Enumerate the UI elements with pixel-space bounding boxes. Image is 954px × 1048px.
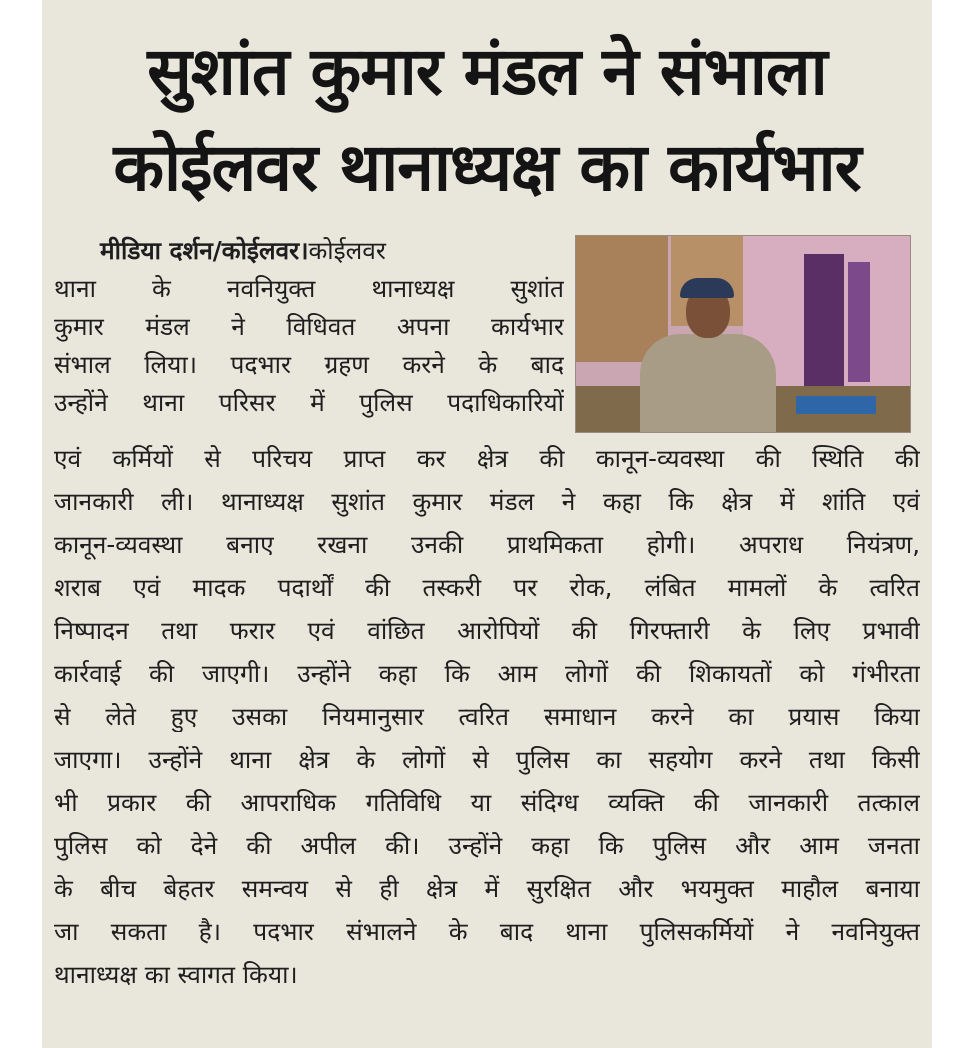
article-line: उन्होंने थाना परिसर में पुलिस पदाधिकारियों: [54, 388, 564, 417]
article-line: निष्पादन तथा फरार एवं वांछित आरोपियों की गिरफ्तारी के लिए प्रभावी: [54, 616, 920, 645]
article-line: कुमार मंडल ने विधिवत अपना कार्यभार: [54, 312, 564, 341]
article-line: एवं कर्मियों से परिचय प्राप्त कर क्षेत्र की कानून-व्यवस्था की स्थिति की: [54, 444, 920, 473]
article-line: जा सकता है। पदभार संभालने के बाद थाना पुलिसकर्मियों ने नवनियुक्त: [54, 917, 920, 946]
article-line: जाएगा। उन्होंने थाना क्षेत्र के लोगों से पुलिस का सहयोग करने तथा किसी: [54, 745, 920, 774]
curtain: [804, 254, 844, 404]
curtain: [848, 262, 870, 382]
article-line-text: कोईलवर: [308, 236, 386, 265]
article-line: थानाध्यक्ष का स्वागत किया।: [54, 960, 298, 989]
article-line: कार्रवाई की जाएगी। उन्होंने कहा कि आम लोगों की शिकायतों को गंभीरता: [54, 659, 920, 688]
article-line: थाना के नवनियुक्त थानाध्यक्ष सुशांत: [54, 274, 564, 303]
officer-uniform: [640, 334, 776, 433]
desk-files: [796, 396, 876, 414]
article-line: [54, 236, 564, 266]
article-line: के बीच बेहतर समन्वय से ही क्षेत्र में सुरक्षित और भयमुक्त माहौल बनाया: [54, 874, 920, 903]
article-line: से लेते हुए उसका नियमानुसार त्वरित समाधान करने का प्रयास किया: [54, 702, 920, 731]
headline-line-1: सुशांत कुमार मंडल ने संभाला: [147, 33, 827, 110]
article-line: भी प्रकार की आपराधिक गतिविधि या संदिग्ध व्यक्ति की जानकारी तत्काल: [54, 788, 920, 817]
article-line: संभाल लिया। पदभार ग्रहण करने के बाद: [54, 350, 564, 379]
article-line: कानून-व्यवस्था बनाए रखना उनकी प्राथमिकता होगी। अपराध नियंत्रण,: [54, 530, 920, 559]
officer-cap: [680, 278, 734, 298]
newspaper-clipping: [42, 0, 932, 1048]
headline-line-2: कोईलवर थानाध्यक्ष का कार्यभार: [113, 129, 861, 206]
article-dateline: मीडिया दर्शन/कोईलवर।: [100, 236, 309, 265]
article-line: पुलिस को देने की अपील की। उन्होंने कहा कि पुलिस और आम जनता: [54, 831, 920, 860]
article-line: जानकारी ली। थानाध्यक्ष सुशांत कुमार मंडल ने कहा कि क्षेत्र में शांति एवं: [54, 487, 920, 516]
article-line: शराब एवं मादक पदार्थों की तस्करी पर रोक, लंबित मामलों के त्वरित: [54, 573, 920, 602]
officer-photo: [575, 235, 911, 433]
